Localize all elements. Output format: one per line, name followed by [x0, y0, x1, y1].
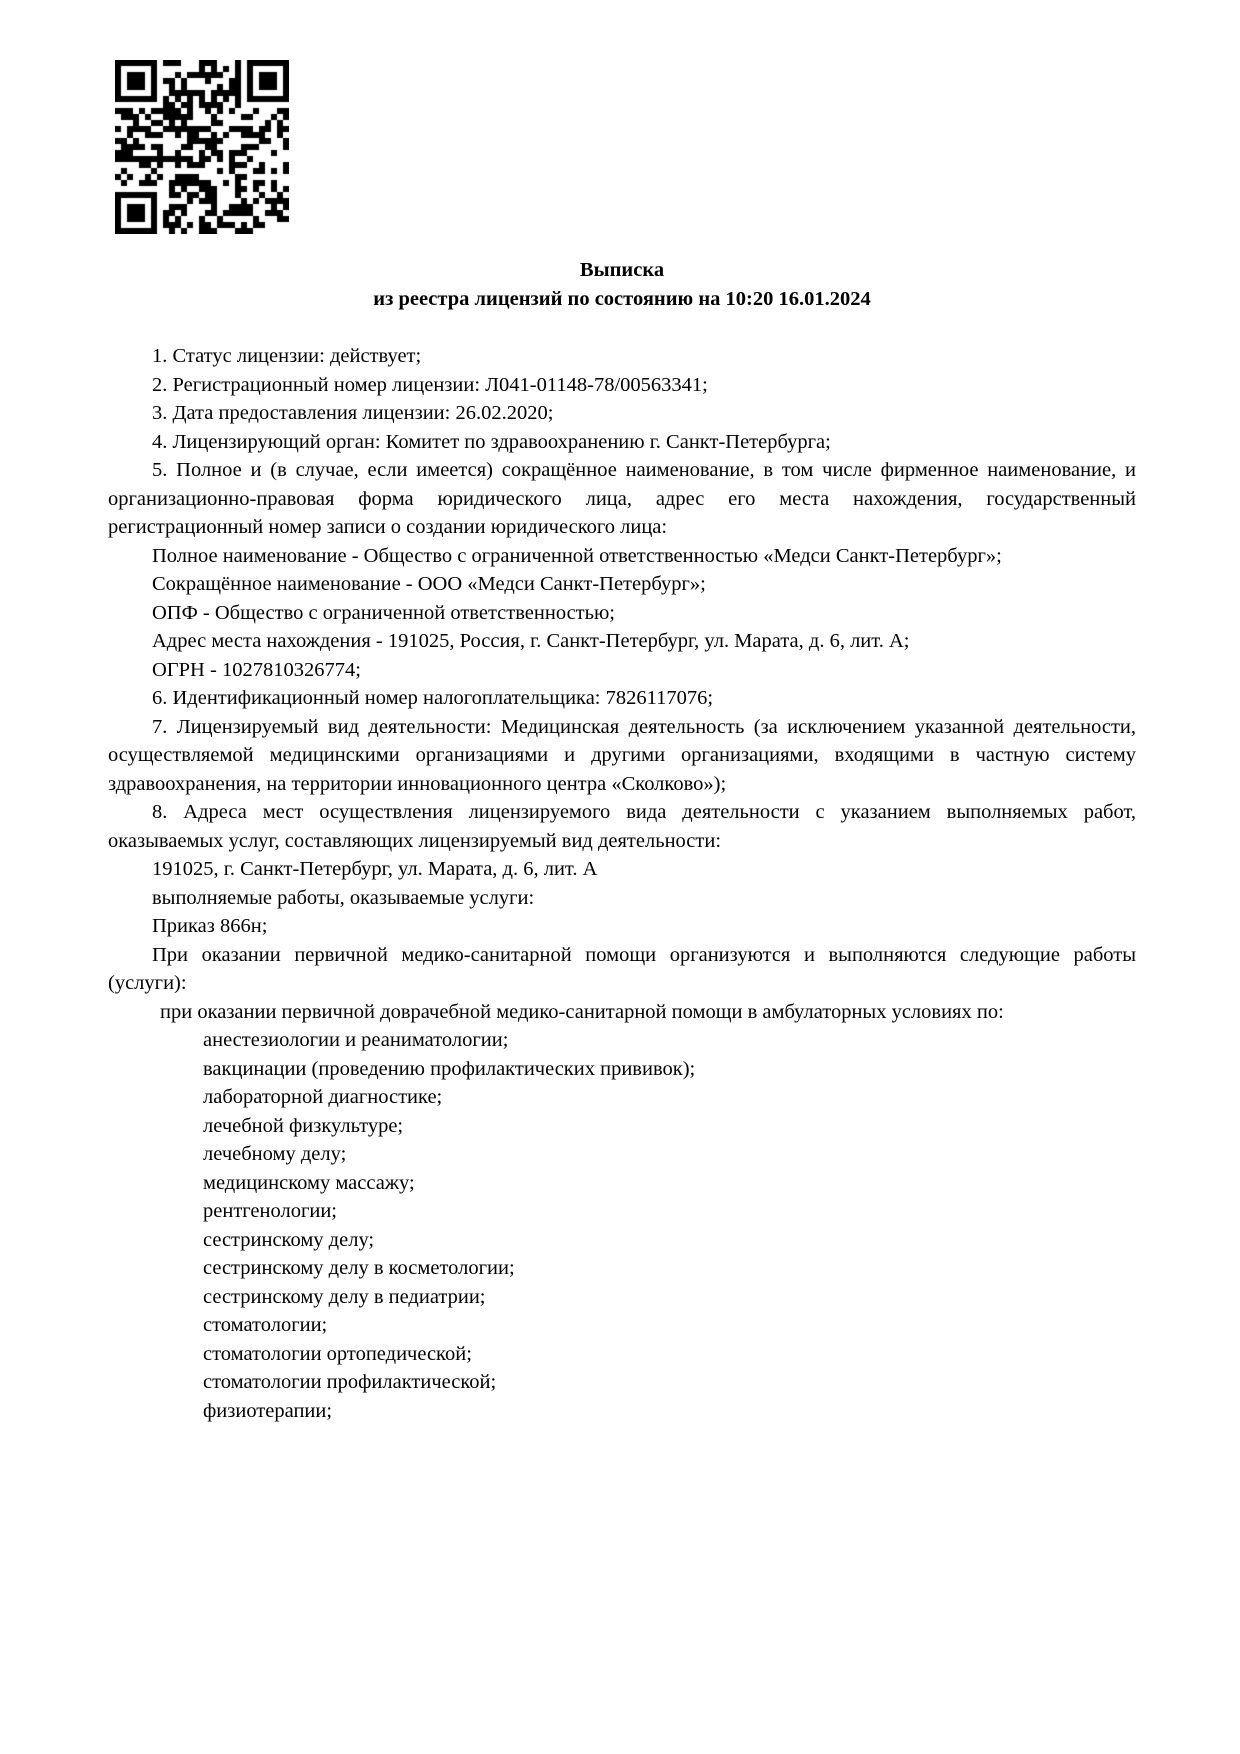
paragraph: 3. Дата предоставления лицензии: 26.02.2020;: [152, 402, 554, 424]
page-title: Выписка: [579, 259, 665, 281]
paragraph: 8. Адреса мест осуществления лицензируемого вида деятельности с указанием выполняемых работ, оказываемых услуг, составляющих лицензируемый вид деятельности:: [108, 801, 1136, 852]
paragraph: При оказании первичной медико-санитарной помощи организуются и выполняются следующие работы (услуги):: [108, 943, 1136, 994]
paragraph: Адрес места нахождения - 191025, Россия, г. Санкт-Петербург, ул. Марата, д. 6, лит. А;: [152, 630, 910, 652]
paragraph: ОГРН - 1027810326774;: [152, 658, 361, 681]
paragraph: ОПФ - Общество с ограниченной ответственностью;: [152, 601, 615, 624]
paragraph: 7. Лицензируемый вид деятельности: Медицинская деятельность (за исключением указанной деятельности, осуществляемой медицинскими организациями и другими организациями, входящими в частную систему здравоохранения, на территории инновационного центра «Сколково»);: [108, 715, 1136, 795]
paragraph: вакцинации (проведению профилактических прививок);: [203, 1057, 696, 1080]
paragraph: 6. Идентификационный номер налогоплательщика: 7826117076;: [152, 687, 714, 709]
paragraph: 191025, г. Санкт-Петербург, ул. Марата, д. 6, лит. А: [152, 858, 598, 880]
paragraph: физиотерапии;: [203, 1399, 333, 1422]
qr-code-image: [115, 60, 289, 234]
paragraph: стоматологии;: [203, 1314, 328, 1336]
paragraph: 4. Лицензирующий орган: Комитет по здравоохранению г. Санкт-Петербурга;: [152, 430, 831, 453]
paragraphs: [108, 342, 1136, 1425]
paragraph: 1. Статус лицензии: действует;: [152, 345, 422, 367]
paragraph: выполняемые работы, оказываемые услуги:: [152, 886, 535, 909]
document-content: [108, 256, 1136, 1425]
paragraph: анестезиологии и реаниматологии;: [203, 1029, 509, 1051]
paragraph: стоматологии ортопедической;: [203, 1342, 472, 1365]
page-subtitle: из реестра лицензий по состоянию на 10:20 16.01.2024: [373, 287, 871, 310]
paragraph: Приказ 866н;: [152, 915, 268, 937]
paragraph: рентгенологии;: [203, 1200, 337, 1222]
paragraph: Сокращённое наименование - ООО «Медси Санкт-Петербург»;: [152, 573, 706, 595]
paragraph: стоматологии профилактической;: [203, 1371, 497, 1393]
paragraph: лечебной физкультуре;: [203, 1114, 404, 1137]
paragraph: при оказании первичной доврачебной медико-санитарной помощи в амбулаторных условиях по:: [160, 1000, 1004, 1023]
paragraph: 5. Полное и (в случае, если имеется) сокращённое наименование, в том числе фирменное наименование, и организационно-правовая форма юридического лица, адрес его места нахождения, государственный регистрационный номер записи о создании юридического лица:: [108, 459, 1136, 538]
paragraph: лабораторной диагностике;: [203, 1086, 443, 1108]
paragraph: сестринскому делу;: [203, 1228, 375, 1251]
paragraph: 2. Регистрационный номер лицензии: Л041-01148-78/00563341;: [152, 373, 708, 396]
paragraph: лечебному делу;: [203, 1143, 347, 1165]
paragraph: сестринскому делу в косметологии;: [203, 1257, 515, 1279]
paragraph: медицинскому массажу;: [203, 1171, 415, 1194]
paragraph: Полное наименование - Общество с ограниченной ответственностью «Медси Санкт-Петербург»;: [152, 544, 1002, 567]
paragraph: сестринскому делу в педиатрии;: [203, 1285, 486, 1308]
